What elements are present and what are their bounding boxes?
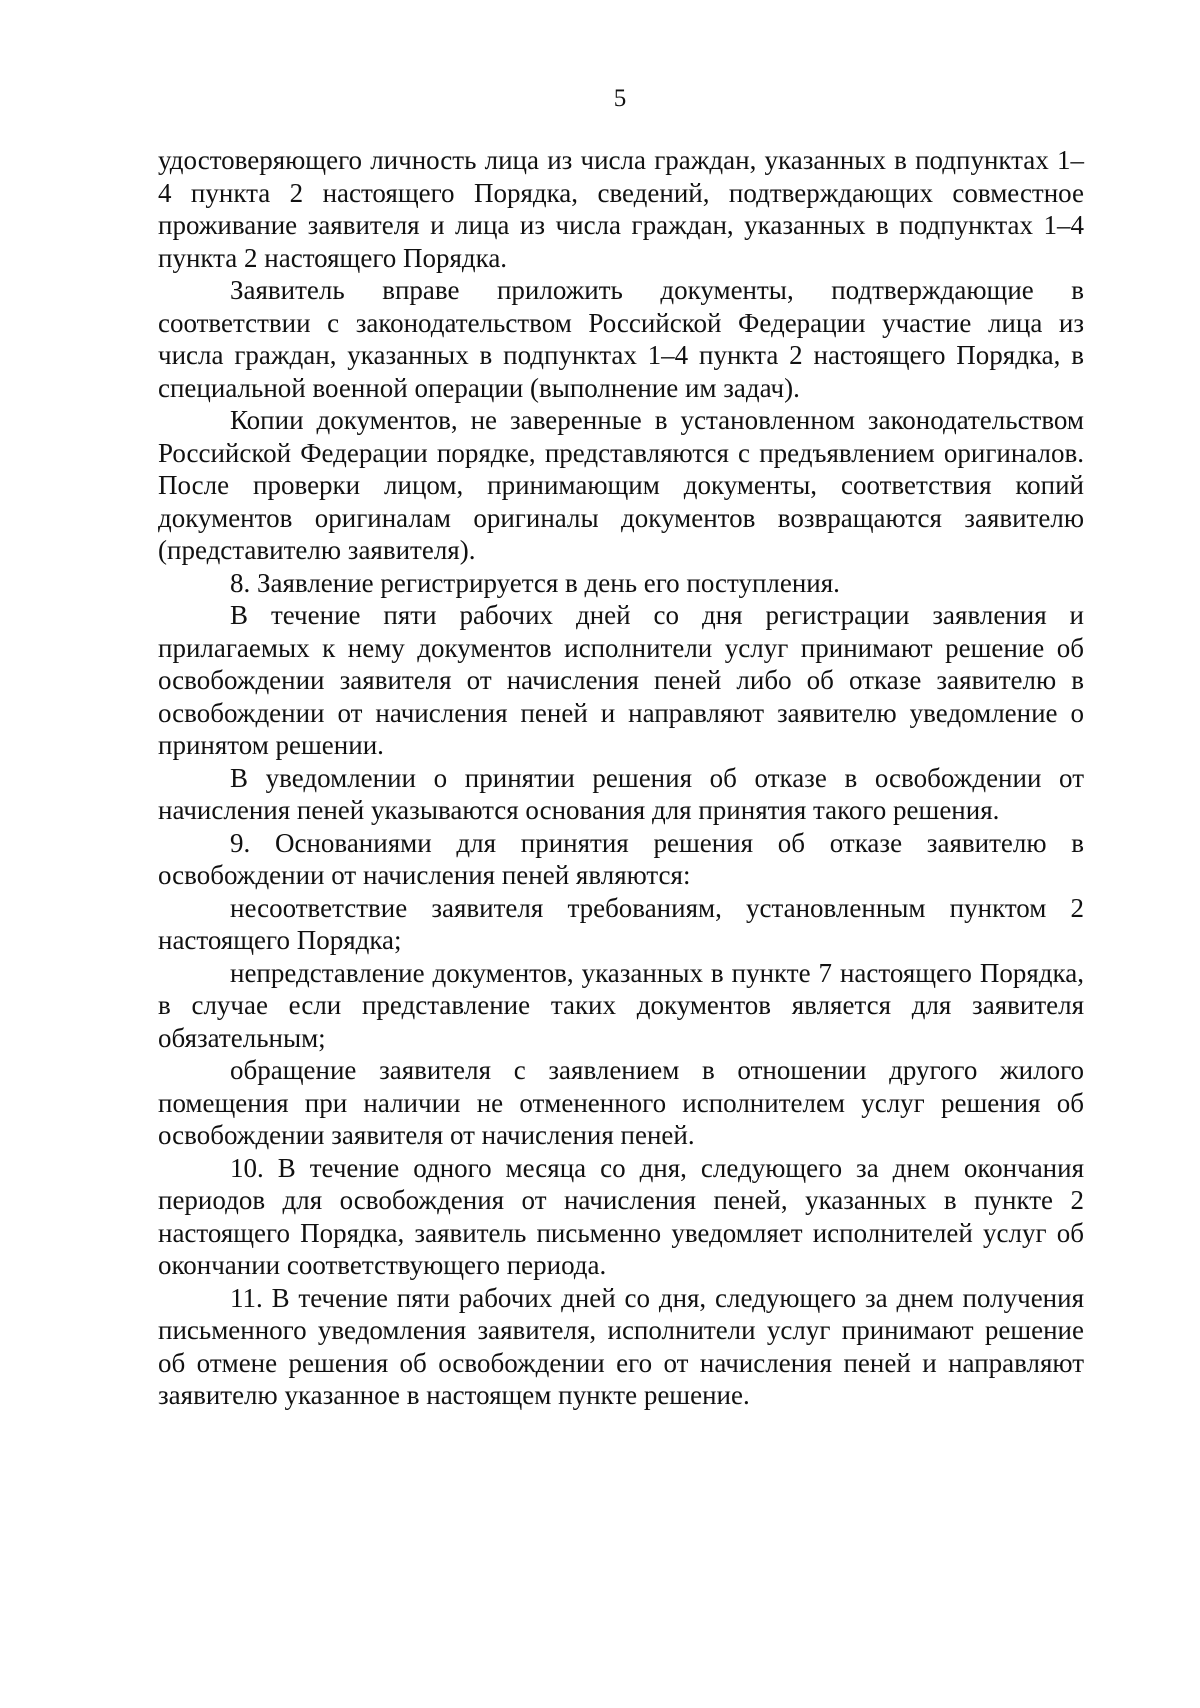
paragraph-continuation: удостоверяющего личность лица из числа граждан, указанных в подпунктах 1–4 пункта 2 настоящего Порядка, сведений, подтверждающих совместное проживание заявителя и лица из числа граждан, указанных в подпунктах 1–4 пункта 2 настоящего Порядка.: [158, 145, 1084, 273]
paragraph-applicant-right: Заявитель вправе приложить документы, подтверждающие в соответствии с законодательством Российской Федерации участие лица из числа граждан, указанных в подпунктах 1–4 пункта 2 настоящего Порядка, в специальной военной операции (выполнение им задач).: [158, 275, 1084, 403]
paragraph-item-11: 11. В течение пяти рабочих дней со дня, следующего за днем получения письменного уведомления заявителя, исполнители услуг принимают решение об отмене решения об освобождении его от начисления пеней и направляют заявителю указанное в настоящем пункте решение.: [158, 1282, 1084, 1410]
page-number: 5: [613, 85, 627, 112]
paragraph-item-9: 9. Основаниями для принятия решения об отказе заявителю в освобождении от начисления пеней являются:: [158, 827, 1084, 890]
paragraph-item-8: 8. Заявление регистрируется в день его поступления.: [230, 567, 840, 598]
document-body: [158, 144, 1084, 1412]
paragraph-ground-2: непредставление документов, указанных в пункте 7 настоящего Порядка, в случае если представление таких документов является для заявителя обязательным;: [158, 957, 1084, 1053]
paragraph-ground-1: несоответствие заявителя требованиям, установленным пунктом 2 настоящего Порядка;: [158, 892, 1084, 955]
paragraph-decision-term: В течение пяти рабочих дней со дня регистрации заявления и прилагаемых к нему документов исполнители услуг принимают решение об освобождении заявителя от начисления пеней либо об отказе заявителю в освобождении от начисления пеней и направляют заявителю уведомление о принятом решении.: [158, 600, 1084, 760]
paragraph-copies: Копии документов, не заверенные в установленном законодательством Российской Федерации порядке, представляются с предъявлением оригиналов. После проверки лицом, принимающим документы, соответствия копий документов оригиналам оригиналы документов возвращаются заявителю (представителю заявителя).: [158, 405, 1084, 565]
paragraph-item-10: 10. В течение одного месяца со дня, следующего за днем окончания периодов для освобождения от начисления пеней, указанных в пункте 2 настоящего Порядка, заявитель письменно уведомляет исполнителей услуг об окончании соответствующего периода.: [158, 1152, 1084, 1280]
paragraph-refusal-notice: В уведомлении о принятии решения об отказе в освобождении от начисления пеней указываются основания для принятия такого решения.: [158, 762, 1084, 825]
paragraph-ground-3: обращение заявителя с заявлением в отношении другого жилого помещения при наличии не отмененного исполнителем услуг решения об освобождении заявителя от начисления пеней.: [158, 1055, 1084, 1150]
